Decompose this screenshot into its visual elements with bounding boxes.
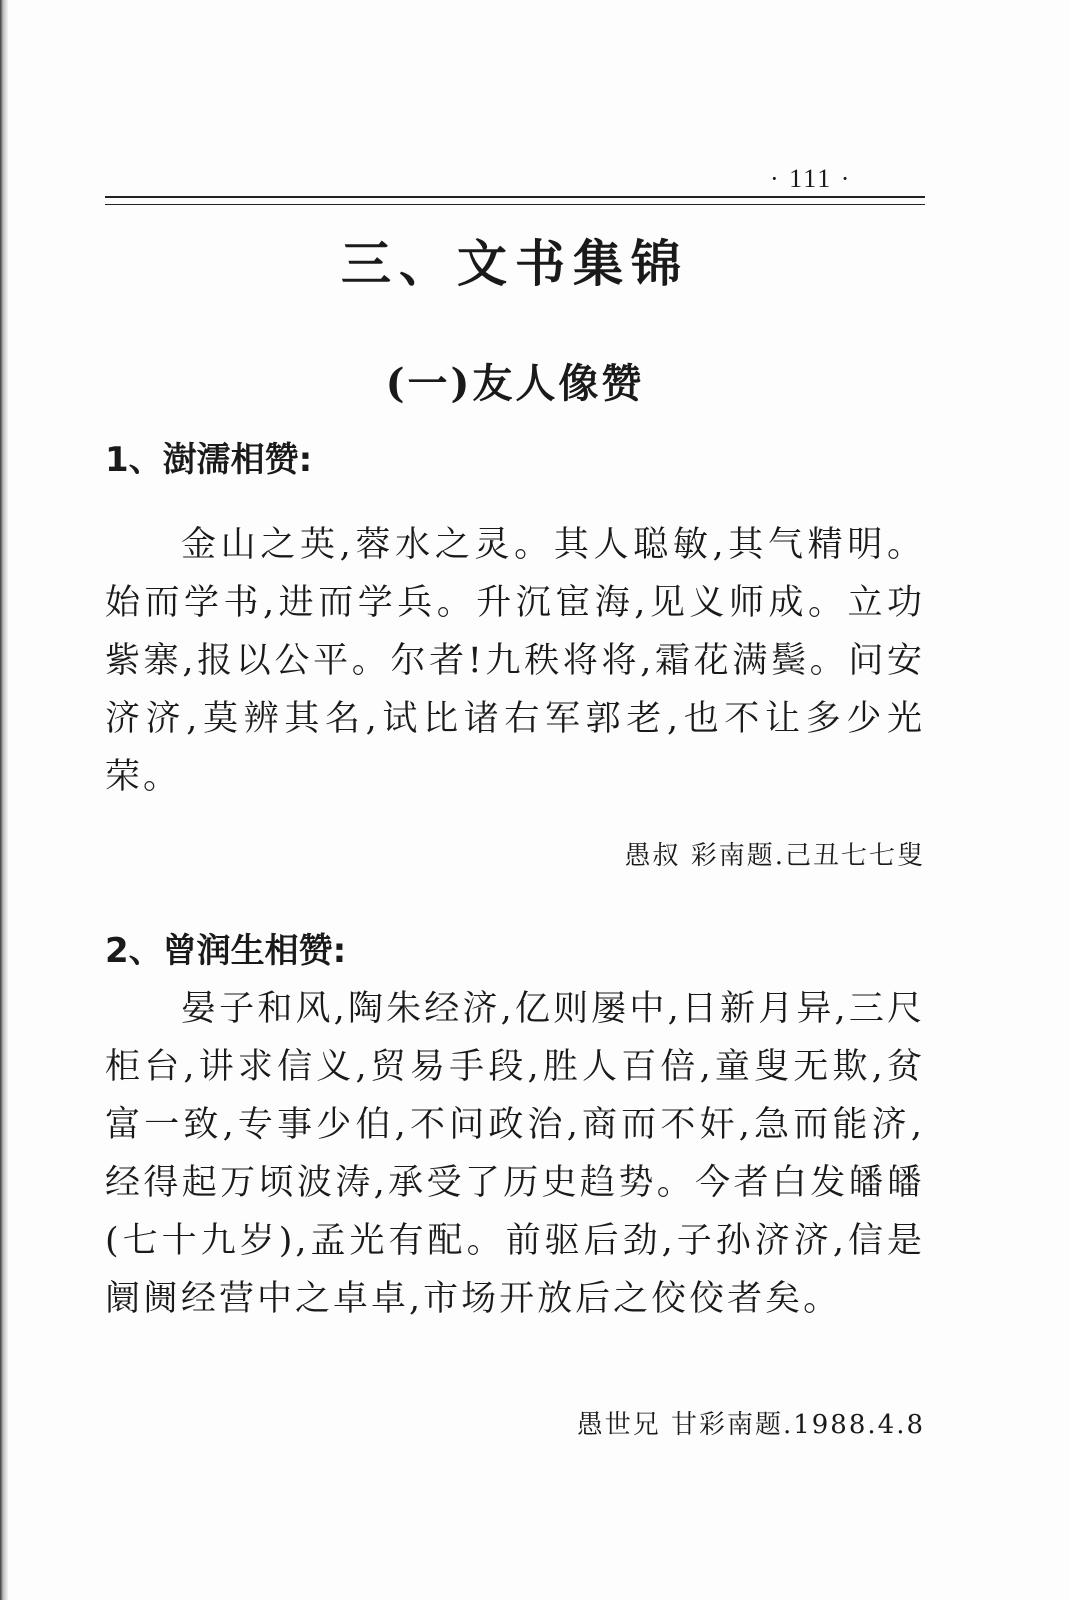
entry-body-2: 晏子和风,陶朱经济,亿则屡中,日新月异,三尺柜台,讲求信义,贸易手段,胜人百倍,童叟无欺,贫富一致,专事少伯,不问政治,商而不奸,急而能济,经得起万顷波涛,承受了历史趋势。今者白发皤皤(七十九岁),孟光有配。前驱后劲,子孙济济,信是阛阓经营中之卓卓,市场开放后之佼佼者矣。 — [105, 989, 925, 1319]
header-rule-bottom — [105, 204, 925, 205]
chapter-title: 三、文书集锦 — [341, 235, 689, 293]
entry-heading-1: 1、澍濡相赞: — [105, 440, 313, 480]
page-binding-edge — [0, 0, 8, 1600]
section-title: (一)友人像赞 — [385, 360, 645, 407]
entry-signature-1: 愚叔 彩南题.己丑七七叟 — [624, 841, 925, 871]
entry-heading-2: 2、曾润生相赞: — [105, 931, 347, 971]
entry-body-1: 金山之英,蓉水之灵。其人聪敏,其气精明。始而学书,进而学兵。升沉宦海,见义师成。立功紫寨,报以公平。尔者!九秩将将,霜花满鬓。问安济济,莫辨其名,试比诸右军郭老,也不让多少光荣。 — [105, 525, 925, 797]
page-number: · 111 · — [770, 164, 852, 193]
header-rule-top — [105, 196, 925, 198]
entry-signature-2: 愚世兄 甘彩南题.1988.4.8 — [576, 1410, 925, 1440]
